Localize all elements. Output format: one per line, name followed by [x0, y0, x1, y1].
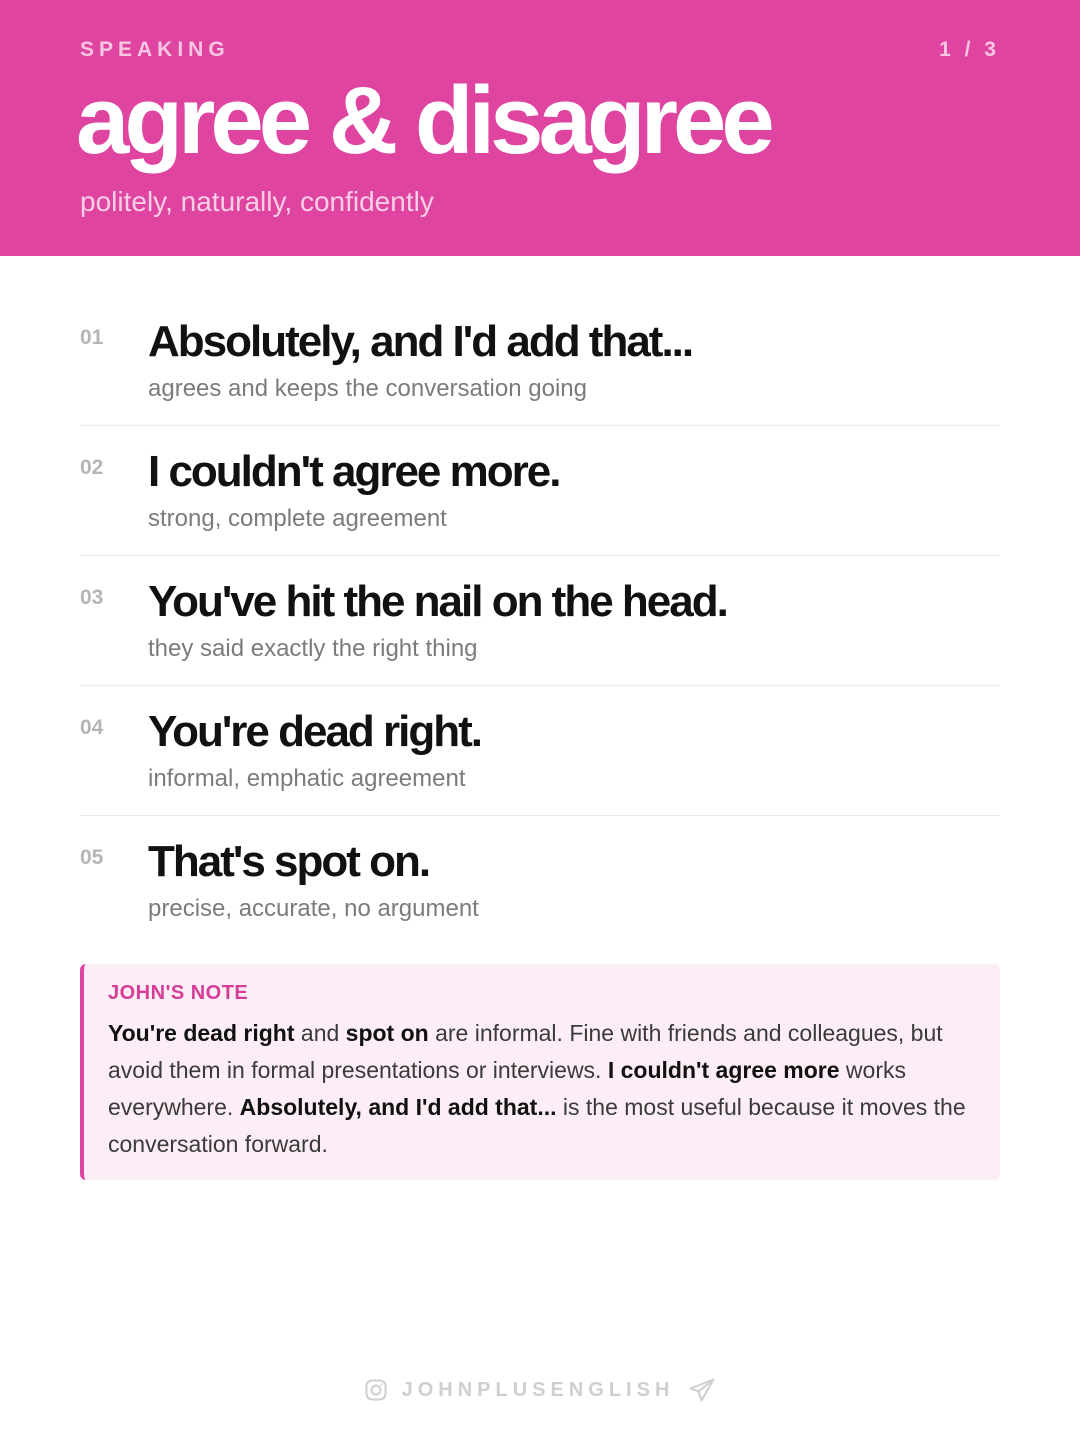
page-indicator: 1 / 3: [939, 38, 1000, 61]
footer: [0, 1372, 1080, 1408]
note-bold-text: Absolutely, and I'd add that...: [239, 1094, 557, 1120]
page-title: agree & disagree: [76, 67, 770, 174]
phrase-number: 01: [80, 326, 104, 349]
phrase-number: 02: [80, 456, 104, 479]
header-banner: [0, 0, 1080, 256]
note-body: [108, 1015, 976, 1163]
note-bold-text: I couldn't agree more: [607, 1057, 840, 1083]
phrase-description: precise, accurate, no argument: [148, 895, 479, 922]
phrase-item: [80, 556, 1000, 686]
telegram-icon[interactable]: [688, 1377, 716, 1403]
phrase-text: Absolutely, and I'd add that...: [148, 317, 693, 366]
phrase-list: [80, 296, 1000, 945]
note-text: are informal. Fine with friends and colleagues, but avoid them in formal presentations or interviews.: [108, 1020, 943, 1083]
phrase-number: 04: [80, 716, 104, 739]
phrase-text: That's spot on.: [148, 837, 430, 886]
phrase-description: strong, complete agreement: [148, 505, 447, 532]
phrase-text: You've hit the nail on the head.: [148, 577, 727, 626]
phrase-text: I couldn't agree more.: [148, 447, 560, 496]
phrase-text: You're dead right.: [148, 707, 482, 756]
note-text: and: [294, 1020, 346, 1046]
category-label: SPEAKING: [80, 38, 230, 61]
note-title: JOHN'S NOTE: [108, 982, 249, 1004]
phrase-item: [80, 296, 1000, 426]
note-text: works everywhere.: [108, 1057, 906, 1120]
phrase-number: 03: [80, 586, 104, 609]
page-subtitle: politely, naturally, confidently: [80, 186, 434, 217]
note-bold-text: You're dead right: [108, 1020, 295, 1046]
phrase-item: [80, 426, 1000, 556]
phrase-description: agrees and keeps the conversation going: [148, 375, 587, 402]
phrase-item: [80, 686, 1000, 816]
phrase-item: [80, 816, 1000, 945]
phrase-description: informal, emphatic agreement: [148, 765, 466, 792]
footer-handle[interactable]: JOHNPLUSENGLISH: [401, 1378, 675, 1401]
instagram-icon[interactable]: [364, 1378, 388, 1402]
note-text: is the most useful because it moves the conversation forward.: [108, 1094, 966, 1157]
phrase-number: 05: [80, 846, 104, 869]
phrase-description: they said exactly the right thing: [148, 635, 478, 662]
johns-note-card: [80, 964, 1000, 1180]
note-bold-text: spot on: [345, 1020, 429, 1046]
